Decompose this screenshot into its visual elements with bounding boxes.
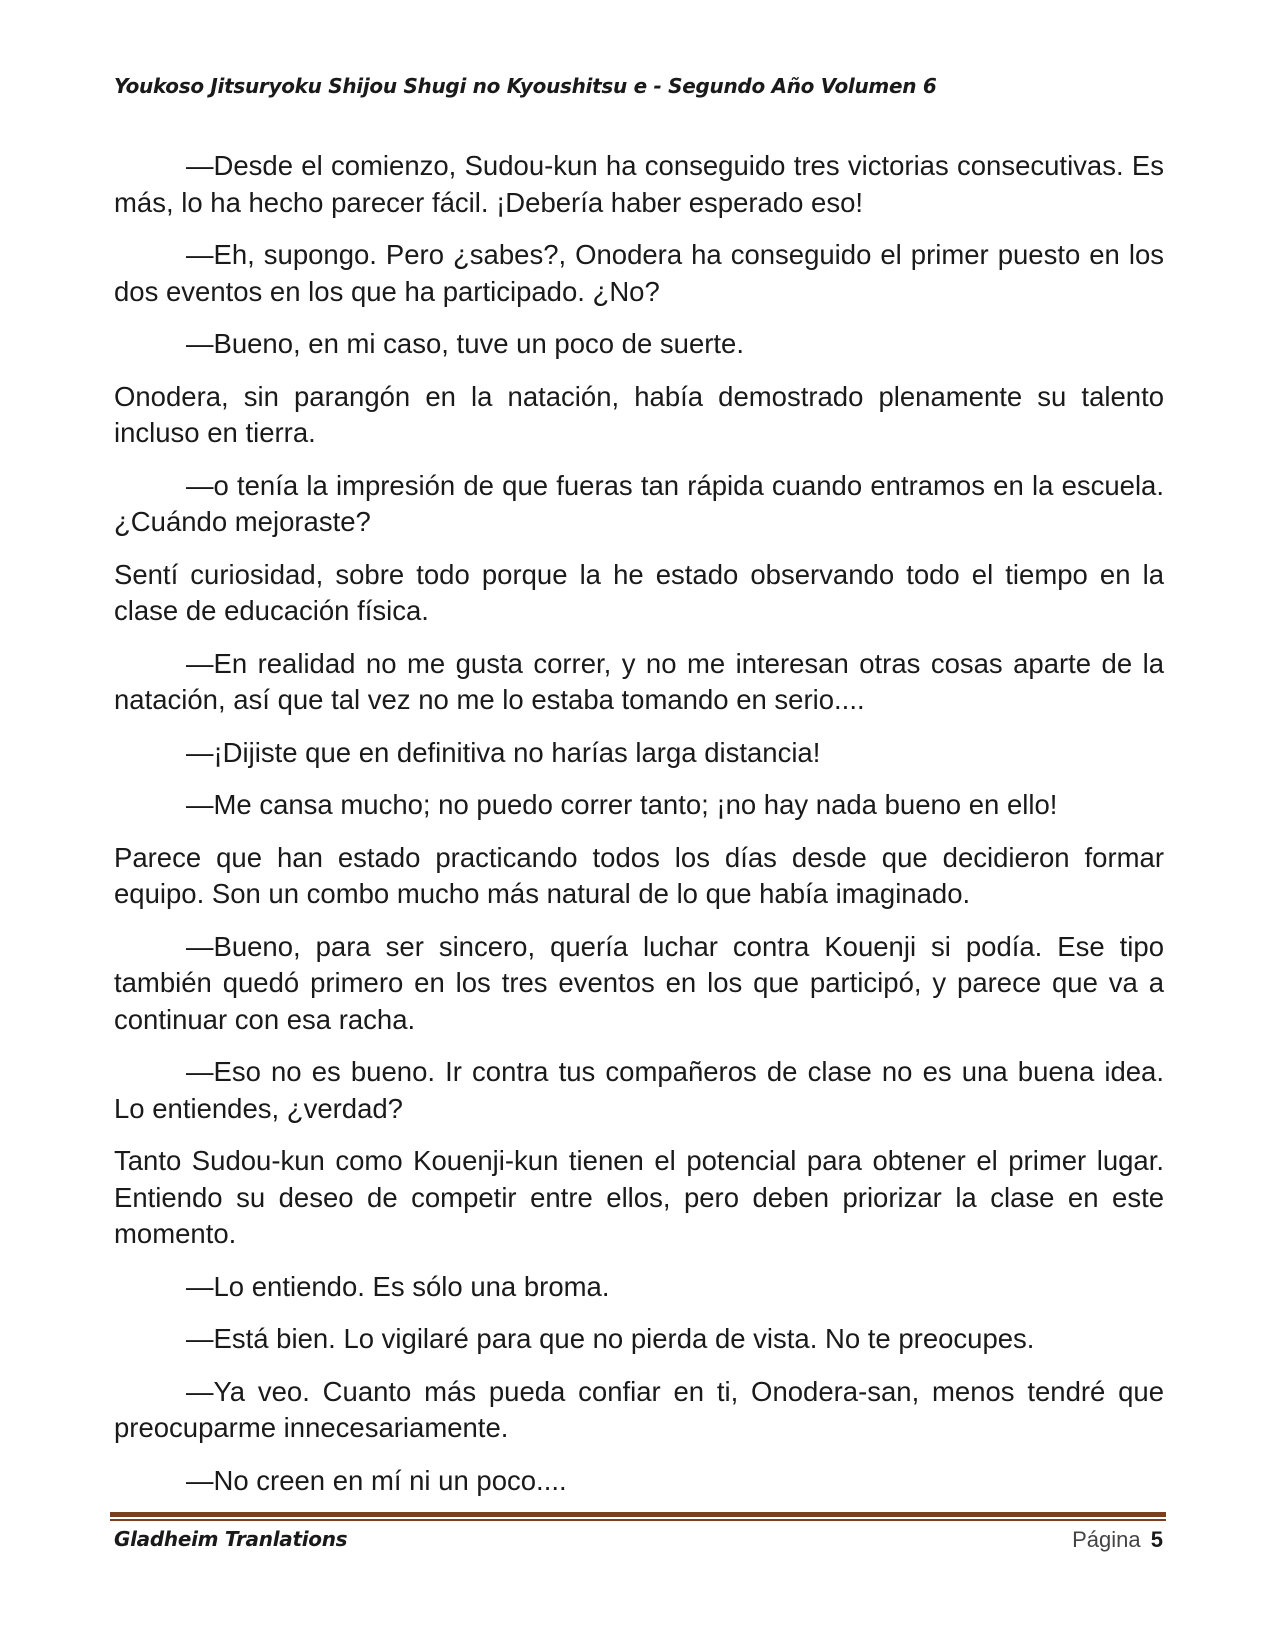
page-number: 5 <box>1150 1527 1163 1552</box>
paragraph: —Bueno, para ser sincero, quería luchar contra Kouenji si podía. Ese tipo también quedó primero en los tres eventos en los que participó, y parece que va a continuar con esa racha. <box>114 930 1164 1035</box>
page-label: Página <box>1072 1527 1141 1552</box>
paragraph: Sentí curiosidad, sobre todo porque la he estado observando todo el tiempo en la clase de educación física. <box>114 558 1164 626</box>
paragraph: —No creen en mí ni un poco.... <box>186 1464 567 1496</box>
paragraph: —o tenía la impresión de que fueras tan rápida cuando entramos en la escuela. ¿Cuándo mejoraste? <box>114 469 1164 537</box>
paragraph: —Lo entiendo. Es sólo una broma. <box>186 1270 610 1302</box>
footer-divider <box>110 1512 1166 1521</box>
paragraph: Onodera, sin parangón en la natación, había demostrado plenamente su talento incluso en tierra. <box>114 380 1164 448</box>
paragraph: Tanto Sudou-kun como Kouenji-kun tienen el potencial para obtener el primer lugar. Entiendo su deseo de competir entre ellos, pero deben priorizar la clase en este momento. <box>114 1145 1164 1249</box>
paragraph: —Desde el comienzo, Sudou-kun ha conseguido tres victorias consecutivas. Es más, lo ha hecho parecer fácil. ¡Debería haber esperado eso! <box>114 150 1164 218</box>
paragraph: —Me cansa mucho; no puedo correr tanto; ¡no hay nada bueno en ello! <box>186 789 1058 820</box>
paragraph: —Eh, supongo. Pero ¿sabes?, Onodera ha conseguido el primer puesto en los dos eventos en los que ha participado. ¿No? <box>114 239 1164 307</box>
paragraph: —Ya veo. Cuanto más pueda confiar en ti, Onodera-san, menos tendré que preocuparme innecesariamente. <box>114 1375 1164 1443</box>
paragraph: —En realidad no me gusta correr, y no me interesan otras cosas aparte de la natación, así que tal vez no me lo estaba tomando en serio.... <box>114 647 1164 715</box>
paragraph: Parece que han estado practicando todos los días desde que decidieron formar equipo. Son un combo mucho más natural de lo que había imaginado. <box>114 841 1164 909</box>
page-header-title: Youkoso Jitsuryoku Shijou Shugi no Kyoushitsu e - Segundo Año Volumen 6 <box>114 74 937 98</box>
footer-divider-thin <box>110 1519 1166 1521</box>
footer-divider-thick <box>110 1512 1166 1517</box>
paragraph: —Eso no es bueno. Ir contra tus compañeros de clase no es una buena idea. Lo entiendes, ¿verdad? <box>114 1056 1164 1124</box>
footer-credit: Gladheim Tranlations <box>114 1527 348 1551</box>
page-indicator <box>1072 1527 1163 1553</box>
paragraph: —Bueno, en mi caso, tuve un poco de suerte. <box>186 328 744 359</box>
document-body <box>114 148 1164 1515</box>
paragraph: —Está bien. Lo vigilaré para que no pierda de vista. No te preocupes. <box>186 1323 1035 1354</box>
paragraph: —¡Dijiste que en definitiva no harías larga distancia! <box>186 736 821 768</box>
